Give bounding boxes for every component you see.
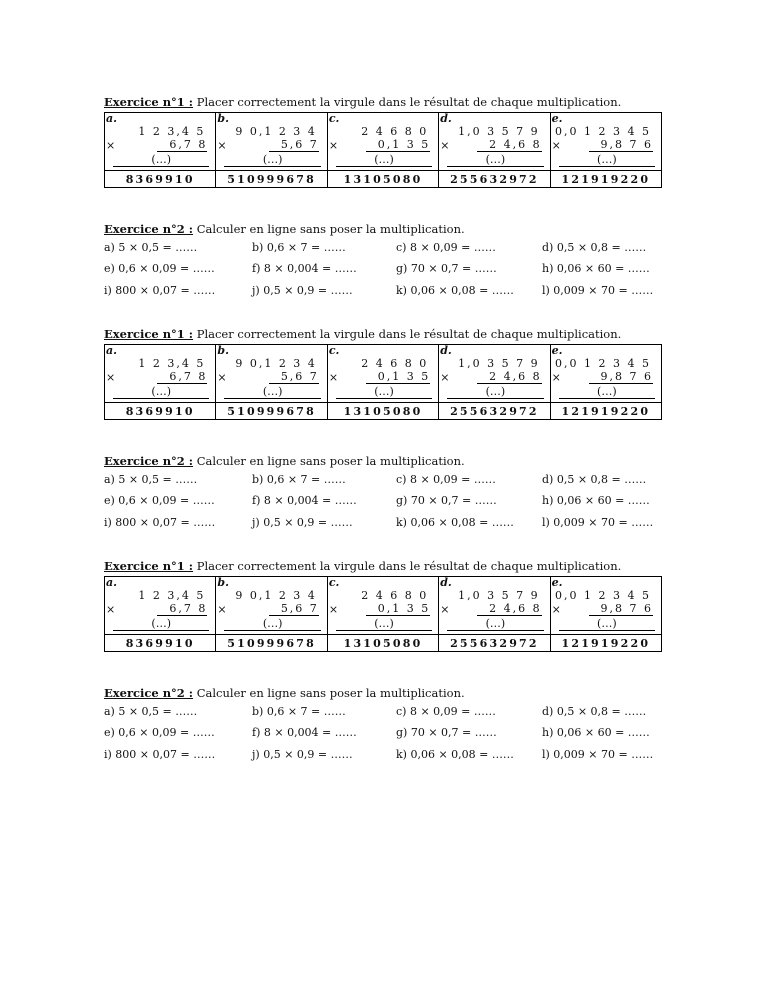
first-factor: 9 0,1 2 3 4 [235, 357, 317, 370]
cell-letter: c. [328, 344, 340, 357]
first-factor: 9 0,1 2 3 4 [235, 589, 317, 602]
calc-item: e) 0,6 × 0,09 = …… [104, 494, 215, 507]
divider-line [105, 170, 215, 171]
first-factor: 0,0 1 2 3 4 5 [555, 589, 652, 602]
calc-item: j) 0,5 × 0,9 = …… [252, 516, 353, 529]
exercise-2-label: Exercice n°2 : [104, 222, 194, 236]
exercise-2-label: Exercice n°2 : [104, 454, 194, 468]
second-factor: 2 4,6 8 [477, 371, 541, 384]
answer-placeholder: (…) [559, 386, 655, 399]
times-sign: × [440, 603, 450, 616]
calc-item: b) 0,6 × 7 = …… [252, 705, 346, 718]
answer-placeholder: (…) [224, 154, 320, 167]
calc-item: a) 5 × 0,5 = …… [104, 241, 198, 254]
product-result: 13105080 [343, 405, 423, 418]
second-factor: 5,6 7 [269, 603, 319, 616]
calc-item: f) 8 × 0,004 = …… [252, 262, 357, 275]
calc-item: l) 0,009 × 70 = …… [542, 748, 654, 761]
second-factor: 0,1 3 5 [366, 139, 430, 152]
second-factor: 5,6 7 [269, 371, 319, 384]
multiplication-table [104, 344, 662, 420]
times-sign: × [106, 139, 116, 152]
answer-placeholder: (…) [113, 386, 209, 399]
product-result: 13105080 [343, 173, 423, 186]
calc-item: h) 0,06 × 60 = …… [542, 494, 650, 507]
exercise-2-block [104, 686, 704, 761]
multiplication-cell-d [439, 345, 550, 419]
exercise-1-block [104, 95, 662, 186]
first-factor: 1,0 3 5 7 9 [458, 125, 540, 138]
calc-item: h) 0,06 × 60 = …… [542, 262, 650, 275]
multiplication-cell-a [105, 113, 216, 187]
first-factor: 1 2 3,4 5 [138, 125, 206, 138]
multiplication-table [104, 576, 662, 652]
calc-row [104, 262, 704, 276]
times-sign: × [551, 371, 561, 384]
first-factor: 9 0,1 2 3 4 [235, 125, 317, 138]
answer-placeholder: (…) [559, 154, 655, 167]
first-factor: 2 4 6 8 0 [361, 125, 429, 138]
exercise-1-label: Exercice n°1 : [104, 327, 194, 341]
divider-line [216, 170, 326, 171]
second-factor: 0,1 3 5 [366, 371, 430, 384]
product-result: 255632972 [450, 173, 539, 186]
cell-letter: e. [551, 344, 563, 357]
exercise-1-label: Exercice n°1 : [104, 559, 194, 573]
divider-line [328, 170, 438, 171]
multiplication-cell-c [328, 345, 439, 419]
multiplication-cell-c [328, 113, 439, 187]
calc-row [104, 494, 704, 508]
calc-item: k) 0,06 × 0,08 = …… [396, 748, 514, 761]
divider-line [328, 634, 438, 635]
multiplication-table [104, 112, 662, 188]
exercise-2-instruction: Calculer en ligne sans poser la multiplication. [193, 686, 465, 700]
divider-line [439, 634, 549, 635]
calc-item: k) 0,06 × 0,08 = …… [396, 516, 514, 529]
calc-item: b) 0,6 × 7 = …… [252, 473, 346, 486]
calc-item: d) 0,5 × 0,8 = …… [542, 705, 647, 718]
times-sign: × [106, 603, 116, 616]
exercise-2-label: Exercice n°2 : [104, 686, 194, 700]
cell-letter: a. [106, 576, 117, 589]
times-sign: × [217, 603, 227, 616]
answer-placeholder: (…) [447, 618, 543, 631]
calc-item: a) 5 × 0,5 = …… [104, 473, 198, 486]
calc-row [104, 705, 704, 719]
product-result: 255632972 [450, 637, 539, 650]
exercise-1-label: Exercice n°1 : [104, 95, 194, 109]
calc-item: e) 0,6 × 0,09 = …… [104, 262, 215, 275]
answer-placeholder: (…) [559, 618, 655, 631]
second-factor: 6,7 8 [157, 139, 207, 152]
exercise-2-block [104, 454, 704, 529]
multiplication-cell-c [328, 577, 439, 651]
calc-item: g) 70 × 0,7 = …… [396, 494, 497, 507]
multiplication-cell-d [439, 577, 550, 651]
multiplication-cell-e [551, 345, 661, 419]
multiplication-cell-a [105, 577, 216, 651]
cell-letter: b. [217, 112, 229, 125]
second-factor: 0,1 3 5 [366, 603, 430, 616]
multiplication-cell-a [105, 345, 216, 419]
exercise-1-title [104, 327, 662, 341]
exercise-2-block [104, 222, 704, 297]
first-factor: 1 2 3,4 5 [138, 357, 206, 370]
cell-letter: b. [217, 344, 229, 357]
calc-item: c) 8 × 0,09 = …… [396, 241, 496, 254]
calc-item: i) 800 × 0,07 = …… [104, 748, 216, 761]
times-sign: × [328, 371, 339, 384]
answer-placeholder: (…) [447, 154, 543, 167]
answer-placeholder: (…) [336, 386, 432, 399]
cell-letter: a. [106, 112, 117, 125]
calc-item: k) 0,06 × 0,08 = …… [396, 284, 514, 297]
calc-item: g) 70 × 0,7 = …… [396, 262, 497, 275]
exercise-1-block [104, 559, 662, 650]
second-factor: 2 4,6 8 [477, 139, 541, 152]
multiplication-cell-b [216, 577, 327, 651]
product-result: 510999678 [227, 173, 316, 186]
times-sign: × [440, 139, 450, 152]
calc-item: l) 0,009 × 70 = …… [542, 284, 654, 297]
times-sign: × [440, 371, 450, 384]
calc-item: i) 800 × 0,07 = …… [104, 516, 216, 529]
exercise-1-block [104, 327, 662, 418]
exercise-1-instruction: Placer correctement la virgule dans le résultat de chaque multiplication. [193, 95, 622, 109]
product-result: 121919220 [561, 173, 651, 186]
calc-item: f) 8 × 0,004 = …… [252, 726, 357, 739]
product-result: 510999678 [227, 637, 316, 650]
cell-letter: d. [440, 576, 452, 589]
product-result: 121919220 [561, 405, 651, 418]
cell-letter: c. [328, 112, 340, 125]
answer-placeholder: (…) [447, 386, 543, 399]
divider-line [216, 402, 326, 403]
product-result: 510999678 [227, 405, 316, 418]
cell-letter: a. [106, 344, 117, 357]
multiplication-cell-b [216, 345, 327, 419]
divider-line [105, 402, 215, 403]
answer-placeholder: (…) [113, 154, 209, 167]
calc-row [104, 748, 704, 762]
answer-placeholder: (…) [336, 154, 432, 167]
second-factor: 6,7 8 [157, 371, 207, 384]
product-result: 8369910 [125, 405, 195, 418]
calc-row [104, 516, 704, 530]
calc-item: d) 0,5 × 0,8 = …… [542, 473, 647, 486]
second-factor: 6,7 8 [157, 603, 207, 616]
calc-row [104, 284, 704, 298]
answer-placeholder: (…) [224, 618, 320, 631]
times-sign: × [217, 139, 227, 152]
second-factor: 9,8 7 6 [589, 371, 653, 384]
product-result: 8369910 [125, 637, 195, 650]
calc-row [104, 473, 704, 487]
product-result: 121919220 [561, 637, 651, 650]
product-result: 255632972 [450, 405, 539, 418]
first-factor: 1,0 3 5 7 9 [458, 589, 540, 602]
times-sign: × [551, 139, 561, 152]
product-result: 13105080 [343, 637, 423, 650]
first-factor: 1 2 3,4 5 [138, 589, 206, 602]
cell-letter: b. [217, 576, 229, 589]
cell-letter: e. [551, 112, 563, 125]
exercise-2-instruction: Calculer en ligne sans poser la multiplication. [193, 222, 465, 236]
calc-row [104, 726, 704, 740]
multiplication-cell-b [216, 113, 327, 187]
exercise-1-title [104, 95, 662, 109]
exercise-1-title [104, 559, 662, 573]
calc-item: j) 0,5 × 0,9 = …… [252, 284, 353, 297]
answer-placeholder: (…) [224, 386, 320, 399]
second-factor: 9,8 7 6 [589, 603, 653, 616]
cell-letter: d. [440, 344, 452, 357]
times-sign: × [217, 371, 227, 384]
exercise-2-title [104, 454, 704, 468]
second-factor: 9,8 7 6 [589, 139, 653, 152]
divider-line [216, 634, 326, 635]
calc-item: c) 8 × 0,09 = …… [396, 705, 496, 718]
answer-placeholder: (…) [113, 618, 209, 631]
calc-item: d) 0,5 × 0,8 = …… [542, 241, 647, 254]
calc-item: b) 0,6 × 7 = …… [252, 241, 346, 254]
multiplication-cell-e [551, 113, 661, 187]
calc-item: g) 70 × 0,7 = …… [396, 726, 497, 739]
divider-line [328, 402, 438, 403]
exercise-1-instruction: Placer correctement la virgule dans le résultat de chaque multiplication. [193, 559, 622, 573]
first-factor: 2 4 6 8 0 [361, 357, 429, 370]
times-sign: × [106, 371, 116, 384]
calc-item: f) 8 × 0,004 = …… [252, 494, 357, 507]
calc-item: a) 5 × 0,5 = …… [104, 705, 198, 718]
multiplication-cell-d [439, 113, 550, 187]
first-factor: 1,0 3 5 7 9 [458, 357, 540, 370]
times-sign: × [551, 603, 561, 616]
calc-item: h) 0,06 × 60 = …… [542, 726, 650, 739]
first-factor: 2 4 6 8 0 [361, 589, 429, 602]
divider-line [551, 634, 661, 635]
cell-letter: d. [440, 112, 452, 125]
first-factor: 0,0 1 2 3 4 5 [555, 357, 652, 370]
answer-placeholder: (…) [336, 618, 432, 631]
multiplication-cell-e [551, 577, 661, 651]
exercise-1-instruction: Placer correctement la virgule dans le résultat de chaque multiplication. [193, 327, 622, 341]
calc-row [104, 241, 704, 255]
calc-item: l) 0,009 × 70 = …… [542, 516, 654, 529]
exercise-2-title [104, 222, 704, 236]
divider-line [105, 634, 215, 635]
cell-letter: c. [328, 576, 340, 589]
exercise-2-title [104, 686, 704, 700]
calc-item: e) 0,6 × 0,09 = …… [104, 726, 215, 739]
times-sign: × [328, 603, 339, 616]
product-result: 8369910 [125, 173, 195, 186]
second-factor: 2 4,6 8 [477, 603, 541, 616]
calc-item: c) 8 × 0,09 = …… [396, 473, 496, 486]
divider-line [439, 170, 549, 171]
second-factor: 5,6 7 [269, 139, 319, 152]
divider-line [551, 170, 661, 171]
divider-line [439, 402, 549, 403]
times-sign: × [328, 139, 339, 152]
divider-line [551, 402, 661, 403]
first-factor: 0,0 1 2 3 4 5 [555, 125, 652, 138]
exercise-2-instruction: Calculer en ligne sans poser la multiplication. [193, 454, 465, 468]
calc-item: i) 800 × 0,07 = …… [104, 284, 216, 297]
cell-letter: e. [551, 576, 563, 589]
calc-item: j) 0,5 × 0,9 = …… [252, 748, 353, 761]
